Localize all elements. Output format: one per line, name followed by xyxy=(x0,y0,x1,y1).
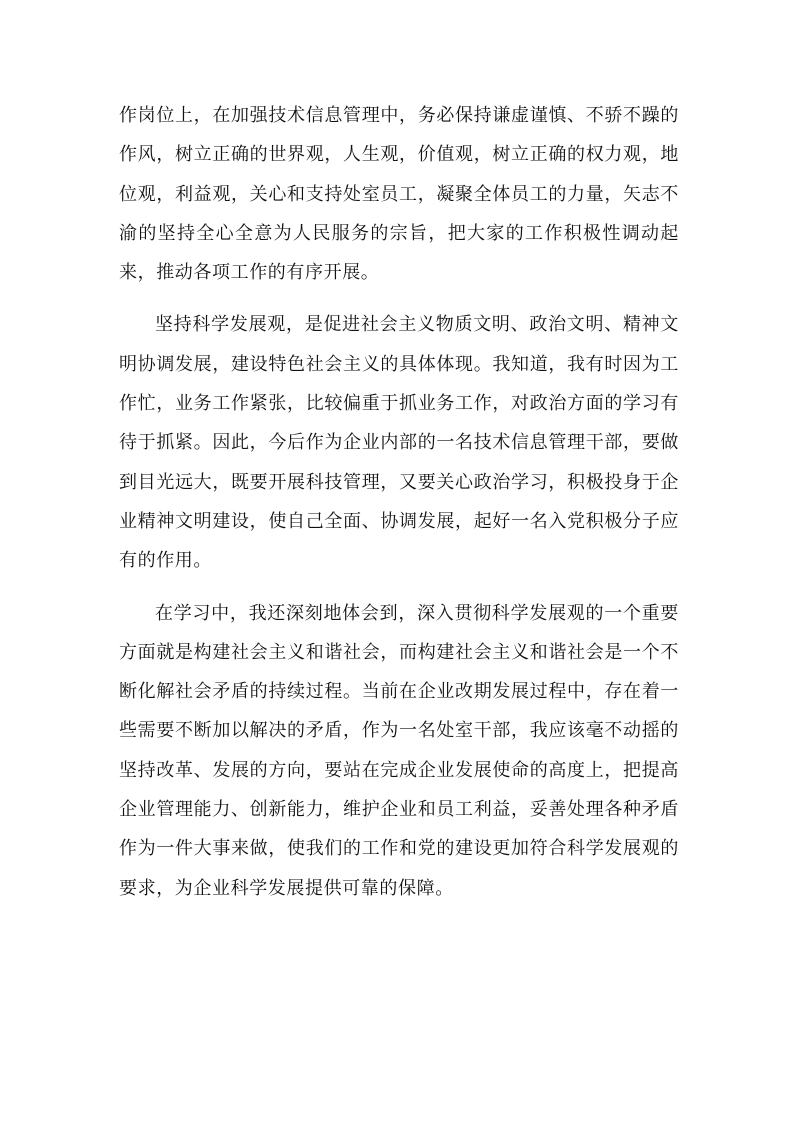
paragraph-1: 作岗位上，在加强技术信息管理中，务必保持谦虚谨慎、不骄不躁的作风，树立正确的世界观，人生观，价值观，树立正确的权力观，地位观，利益观，关心和支持处室员工，凝聚全体员工的力量，矢志不渝的坚持全心全意为人民服务的宗旨，把大家的工作积极性调动起来，推动各项工作的有序开展。 xyxy=(119,105,679,284)
paragraph-2: 坚持科学发展观，是促进社会主义物质文明、政治文明、精神文明协调发展，建设特色社会主义的具体体现。我知道，我有时因为工作忙，业务工作紧张，比较偏重于抓业务工作，对政治方面的学习有待于抓紧。因此，今后作为企业内部的一名技术信息管理干部，要做到目光远大，既要开展科技管理，又要关心政治学习，积极投身于企业精神文明建设，使自己全面、协调发展，起好一名入党积极分子应有的作用。 xyxy=(119,314,679,572)
document-body xyxy=(119,96,679,908)
paragraph-3: 在学习中，我还深刻地体会到，深入贯彻科学发展观的一个重要方面就是构建社会主义和谐社会，而构建社会主义和谐社会是一个不断化解社会矛盾的持续过程。当前在企业改期发展过程中，存在着一些需要不断加以解决的矛盾，作为一名处室干部，我应该毫不动摇的坚持改革、发展的方向，要站在完成企业发展使命的高度上，把提高企业管理能力、创新能力，维护企业和员工利益，妥善处理各种矛盾作为一件大事来做，使我们的工作和党的建设更加符合科学发展观的要求，为企业科学发展提供可靠的保障。 xyxy=(119,602,679,899)
